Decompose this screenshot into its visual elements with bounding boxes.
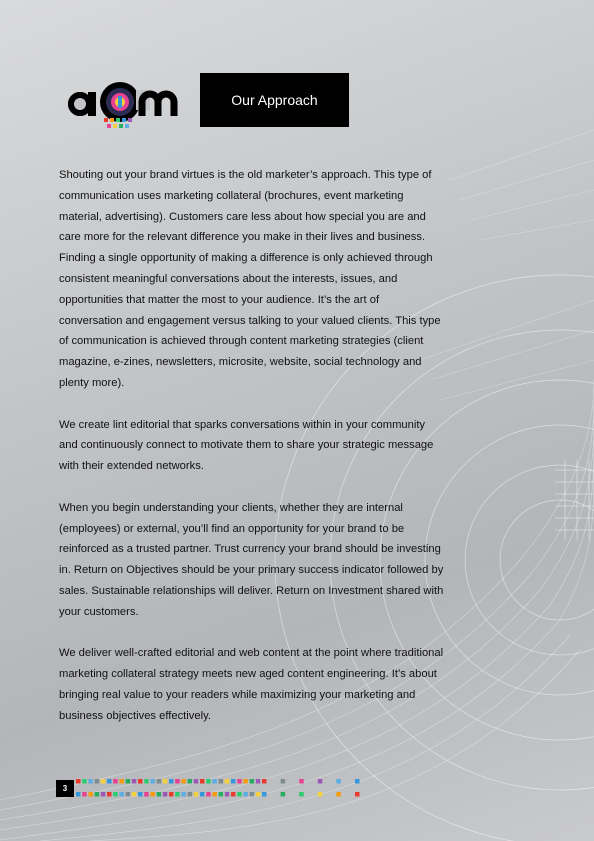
color-square [188, 779, 193, 784]
color-square [225, 792, 230, 797]
color-square [138, 792, 143, 797]
color-square [107, 792, 112, 797]
section-title-box [200, 73, 349, 127]
color-square [82, 779, 87, 784]
color-square [175, 779, 180, 784]
color-square [95, 779, 100, 784]
color-square [256, 792, 260, 797]
color-square [212, 792, 217, 797]
color-square [88, 792, 93, 797]
color-square [132, 792, 137, 797]
color-square [82, 792, 87, 797]
color-square [175, 792, 180, 797]
color-square [237, 779, 242, 784]
color-square [163, 792, 168, 797]
color-square [200, 792, 205, 797]
color-square [181, 792, 186, 797]
color-square [250, 792, 255, 797]
color-square [194, 792, 199, 797]
color-square [113, 779, 118, 784]
color-square [281, 792, 286, 797]
color-square [101, 779, 106, 784]
color-square [318, 792, 323, 797]
color-square [231, 779, 236, 784]
color-square [262, 792, 267, 797]
color-square [188, 792, 193, 797]
color-square [206, 779, 211, 784]
color-square [318, 779, 323, 784]
color-square [200, 779, 205, 784]
color-square [336, 779, 341, 784]
color-square [163, 779, 168, 784]
color-square [150, 792, 155, 797]
color-square [169, 792, 174, 797]
color-square [144, 779, 149, 784]
color-square [336, 792, 341, 797]
color-square [126, 792, 131, 797]
color-square [169, 779, 174, 784]
color-square [126, 779, 131, 784]
color-square [262, 779, 267, 784]
color-square [76, 792, 81, 797]
color-square [237, 792, 242, 797]
paragraph-3: When you begin understanding your clients, whether they are internal (employees) or external, you’ll find an opportunity for your brand to be reinforced as a trusted partner. Trust currency your brand should be investing in. Return on Objectives should be your primary success indicator followed by sales. Sustainable relationships will deliver. Return on Investment shared with your customers. [59, 501, 444, 618]
color-square [88, 779, 93, 784]
color-square [132, 779, 137, 784]
color-square [76, 779, 81, 784]
color-square [113, 792, 118, 797]
paragraph-4: We deliver well-crafted editorial and web content at the point where traditional marketing collateral strategy meets new aged content engineering. It’s about bringing real value to your readers while maximizing your marketing and business objectives effectively. [59, 647, 444, 722]
paragraph-2: We create lint editorial that sparks conversations within in your community and continuously connect to motivate them to share your strategic message with their extended networks. [59, 418, 434, 473]
section-title: Our Approach [231, 92, 318, 108]
color-square [119, 792, 124, 797]
color-squares-strip [76, 778, 366, 802]
color-square [150, 779, 155, 784]
color-square [157, 792, 162, 797]
color-square [225, 779, 230, 784]
color-square [219, 779, 224, 784]
color-square [219, 792, 224, 797]
color-square [250, 779, 255, 784]
color-square [299, 779, 304, 784]
color-square [355, 779, 360, 784]
page-number-label: 3 [62, 784, 68, 793]
color-square [107, 779, 112, 784]
color-square [194, 779, 199, 784]
color-square [157, 779, 162, 784]
color-square [119, 779, 124, 784]
body-text [59, 165, 444, 747]
color-square [299, 792, 304, 797]
color-square [95, 792, 100, 797]
color-square [355, 792, 360, 797]
color-square [181, 779, 186, 784]
color-square [138, 779, 143, 784]
color-square [212, 779, 217, 784]
color-square [256, 779, 260, 784]
color-square [231, 792, 236, 797]
color-square [101, 792, 106, 797]
paragraph-1: Shouting out your brand virtues is the old marketer’s approach. This type of communication uses marketing collateral (brochures, event marketing material, advertising). Customers care less about how special you are and care more for the relevant difference you make in their lives and business. Finding a single opportunity of making a difference is only achieved through consistent meaningful conversations about the interests, issues, and opportunities that matter the most to your audience. It’s the art of conversation and engagement versus talking to your valued clients. This type of communication is achieved through content marketing strategies (client magazine, e-zines, newsletters, microsite, website, social technology and plenty more). [59, 169, 441, 389]
color-square [144, 792, 149, 797]
color-square [281, 779, 286, 784]
page-number [56, 780, 74, 797]
color-square [243, 779, 248, 784]
color-square [206, 792, 211, 797]
color-square [243, 792, 248, 797]
acm-logo [58, 76, 188, 132]
